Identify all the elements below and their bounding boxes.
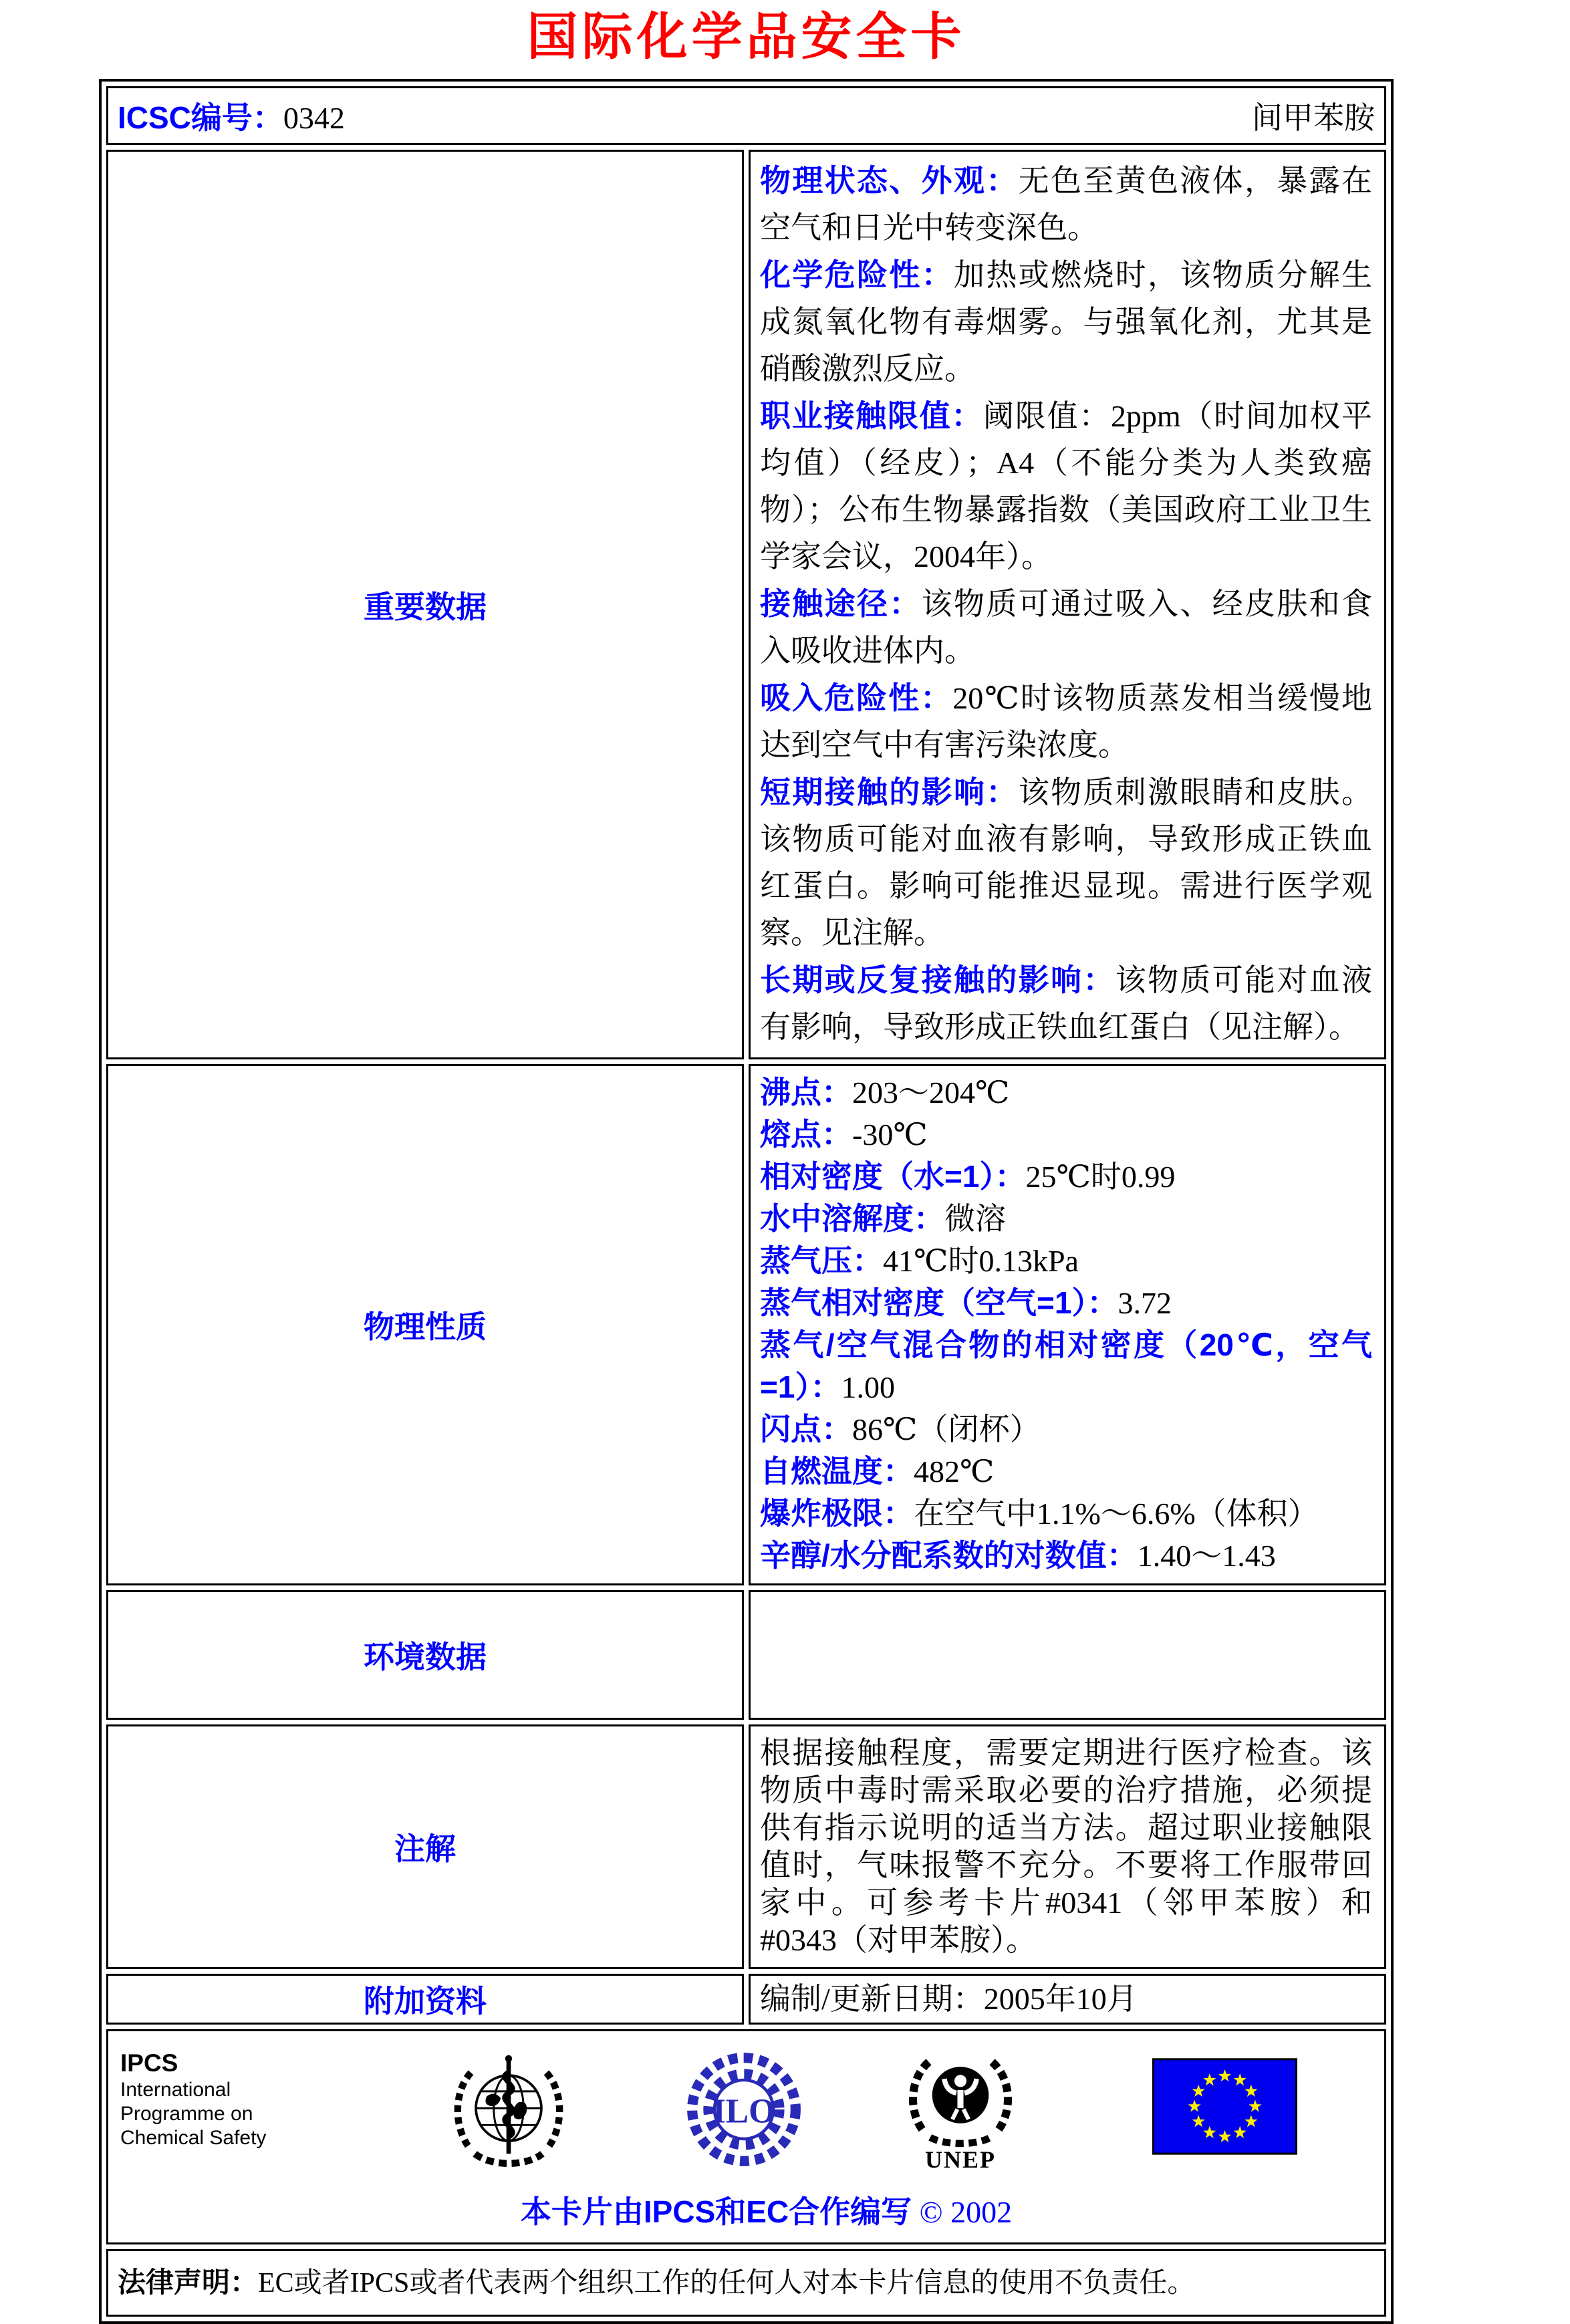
header-cell [106, 86, 1386, 145]
field-value: 该物质可通过吸入、经皮肤和食入吸收进体内。 [760, 587, 1373, 668]
field-label: 蒸气/空气混合物的相对密度（20℃，空气=1）： [760, 1327, 1372, 1404]
field-label: 相对密度（水=1）： [760, 1159, 1026, 1194]
icsc-number-label: ICSC编号： [118, 100, 283, 135]
field-label: 物理状态、外观： [760, 163, 1019, 198]
field-value: 3.72 [1118, 1286, 1172, 1320]
physical-property-line [760, 1071, 1372, 1114]
physical-property-line [760, 1535, 1372, 1577]
physical-property-line [760, 1450, 1372, 1493]
field-value: 微溶 [944, 1202, 1006, 1236]
icsc-card-table [99, 79, 1394, 2324]
field-label: 接触途径： [760, 586, 922, 621]
field-value: 41℃时0.13kPa [883, 1244, 1079, 1278]
caption-copyright: © 2002 [919, 2195, 1013, 2229]
important-data-content [749, 150, 1386, 1059]
section-label-physical-properties: 物理性质 [106, 1064, 744, 1585]
additional-info-row [106, 1974, 1386, 2025]
logos-row [106, 2029, 1386, 2244]
notes-content: 根据接触程度，需要定期进行医疗检查。该物质中毒时需采取必要的治疗措施，必须提供有指示说明的适当方法。超过职业接触限值时，气味报警不充分。不要将工作服带回家中。可参考卡片#0341（邻甲苯胺）和#0343（对甲苯胺）。 [749, 1724, 1386, 1969]
field-value: 1.00 [841, 1370, 895, 1404]
important-data-line [760, 392, 1372, 580]
section-label-important-data: 重要数据 [106, 150, 744, 1059]
important-data-line [760, 580, 1372, 674]
page-title: 国际化学品安全卡 [527, 9, 966, 66]
chemical-name: 间甲苯胺 [1252, 101, 1375, 135]
unep-logo-icon [900, 2049, 1021, 2148]
icsc-number-value: 0342 [283, 101, 345, 135]
cooperation-caption [115, 2188, 1378, 2232]
important-data-line [760, 956, 1372, 1051]
legal-cell [106, 2249, 1386, 2317]
physical-property-line [760, 1493, 1372, 1535]
section-label-environmental-data: 环境数据 [106, 1590, 744, 1720]
important-data-line [760, 251, 1372, 392]
header-row [106, 86, 1386, 145]
field-label: 吸入危险性： [760, 680, 953, 715]
ipcs-acronym: IPCS [120, 2049, 178, 2077]
physical-property-line [760, 1408, 1372, 1450]
field-label: 职业接触限值： [760, 398, 984, 433]
environmental-data-row [106, 1590, 1386, 1720]
unep-block [897, 2049, 1024, 2172]
field-value: 该物质刺激眼睛和皮肤。该物质可能对血液有影响，导致形成正铁血红蛋白。影响可能推迟显现。需进行医学观察。见注解。 [760, 775, 1373, 950]
physical-properties-row [106, 1064, 1386, 1585]
field-value: 482℃ [914, 1454, 995, 1489]
eu-flag-icon [1152, 2058, 1297, 2155]
field-value: -30℃ [852, 1118, 928, 1152]
field-label: 闪点： [760, 1412, 852, 1446]
field-label: 自燃温度： [760, 1454, 914, 1489]
field-label: 水中溶解度： [760, 1201, 944, 1236]
important-data-line [760, 769, 1372, 956]
notes-row [106, 1724, 1386, 1969]
field-value: 该物质可能对血液有影响，导致形成正铁血红蛋白（见注解）。 [760, 963, 1373, 1044]
ipcs-line: International [120, 2079, 231, 2101]
field-value: 阈限值：2ppm（时间加权平均值）（经皮）；A4（不能分类为人类致癌物）；公布生物暴露指数（美国政府工业卫生学家会议，2004年）。 [760, 399, 1372, 573]
field-value: 1.40～1.43 [1137, 1539, 1276, 1573]
ilo-logo-icon [683, 2049, 805, 2170]
important-data-line [760, 674, 1372, 769]
caption-text: 本卡片由IPCS和EC合作编写 [520, 2194, 912, 2229]
ipcs-text-block [120, 2049, 329, 2150]
field-label: 化学危险性： [760, 257, 954, 292]
unep-label: UNEP [925, 2146, 996, 2173]
icsc-number-field [118, 94, 345, 138]
section-label-additional-info: 附加资料 [106, 1974, 744, 2025]
field-label: 沸点： [760, 1075, 852, 1110]
field-value: 加热或燃烧时，该物质分解生成氮氧化物有毒烟雾。与强氧化剂，尤其是硝酸激烈反应。 [760, 258, 1372, 386]
physical-property-line [760, 1324, 1372, 1408]
section-label-notes: 注解 [106, 1724, 744, 1969]
field-value: 25℃时0.99 [1025, 1160, 1176, 1194]
field-label: 蒸气压： [760, 1243, 883, 1278]
icsc-page [0, 9, 1570, 2299]
physical-properties-content [749, 1064, 1386, 1585]
logos-cell [106, 2029, 1386, 2244]
field-label: 爆炸极限： [760, 1496, 914, 1531]
physical-property-line [760, 1114, 1372, 1156]
field-label: 长期或反复接触的影响： [760, 962, 1116, 997]
environmental-data-content [749, 1590, 1386, 1720]
field-value: 20℃时该物质蒸发相当缓慢地达到空气中有害污染浓度。 [760, 681, 1372, 762]
physical-property-line [760, 1156, 1372, 1198]
legal-row [106, 2249, 1386, 2317]
who-logo-icon [449, 2050, 568, 2178]
physical-property-line [760, 1240, 1372, 1282]
legal-text: EC或者IPCS或者代表两个组织工作的任何人对本卡片信息的使用不负责任。 [258, 2268, 1196, 2299]
important-data-row [106, 150, 1386, 1059]
field-value: 在空气中1.1%～6.6%（体积） [914, 1497, 1319, 1531]
field-label: 熔点： [760, 1117, 852, 1152]
ipcs-line: Chemical Safety [120, 2127, 267, 2149]
ipcs-line: Programme on [120, 2103, 253, 2125]
physical-property-line [760, 1282, 1372, 1324]
important-data-line [760, 157, 1372, 251]
field-label: 短期接触的影响： [760, 775, 1019, 809]
field-value: 203～204℃ [852, 1075, 1010, 1110]
additional-info-content: 编制/更新日期：2005年10月 [749, 1974, 1386, 2025]
physical-property-line [760, 1198, 1372, 1240]
legal-label: 法律声明： [118, 2267, 259, 2298]
field-value: 无色至黄色液体，暴露在空气和日光中转变深色。 [760, 164, 1373, 245]
field-label: 辛醇/水分配系数的对数值： [760, 1538, 1138, 1573]
field-value: 86℃（闭杯） [852, 1412, 1041, 1446]
field-label: 蒸气相对密度（空气=1）： [760, 1285, 1118, 1320]
svg-text:ILO: ILO [712, 2092, 776, 2131]
